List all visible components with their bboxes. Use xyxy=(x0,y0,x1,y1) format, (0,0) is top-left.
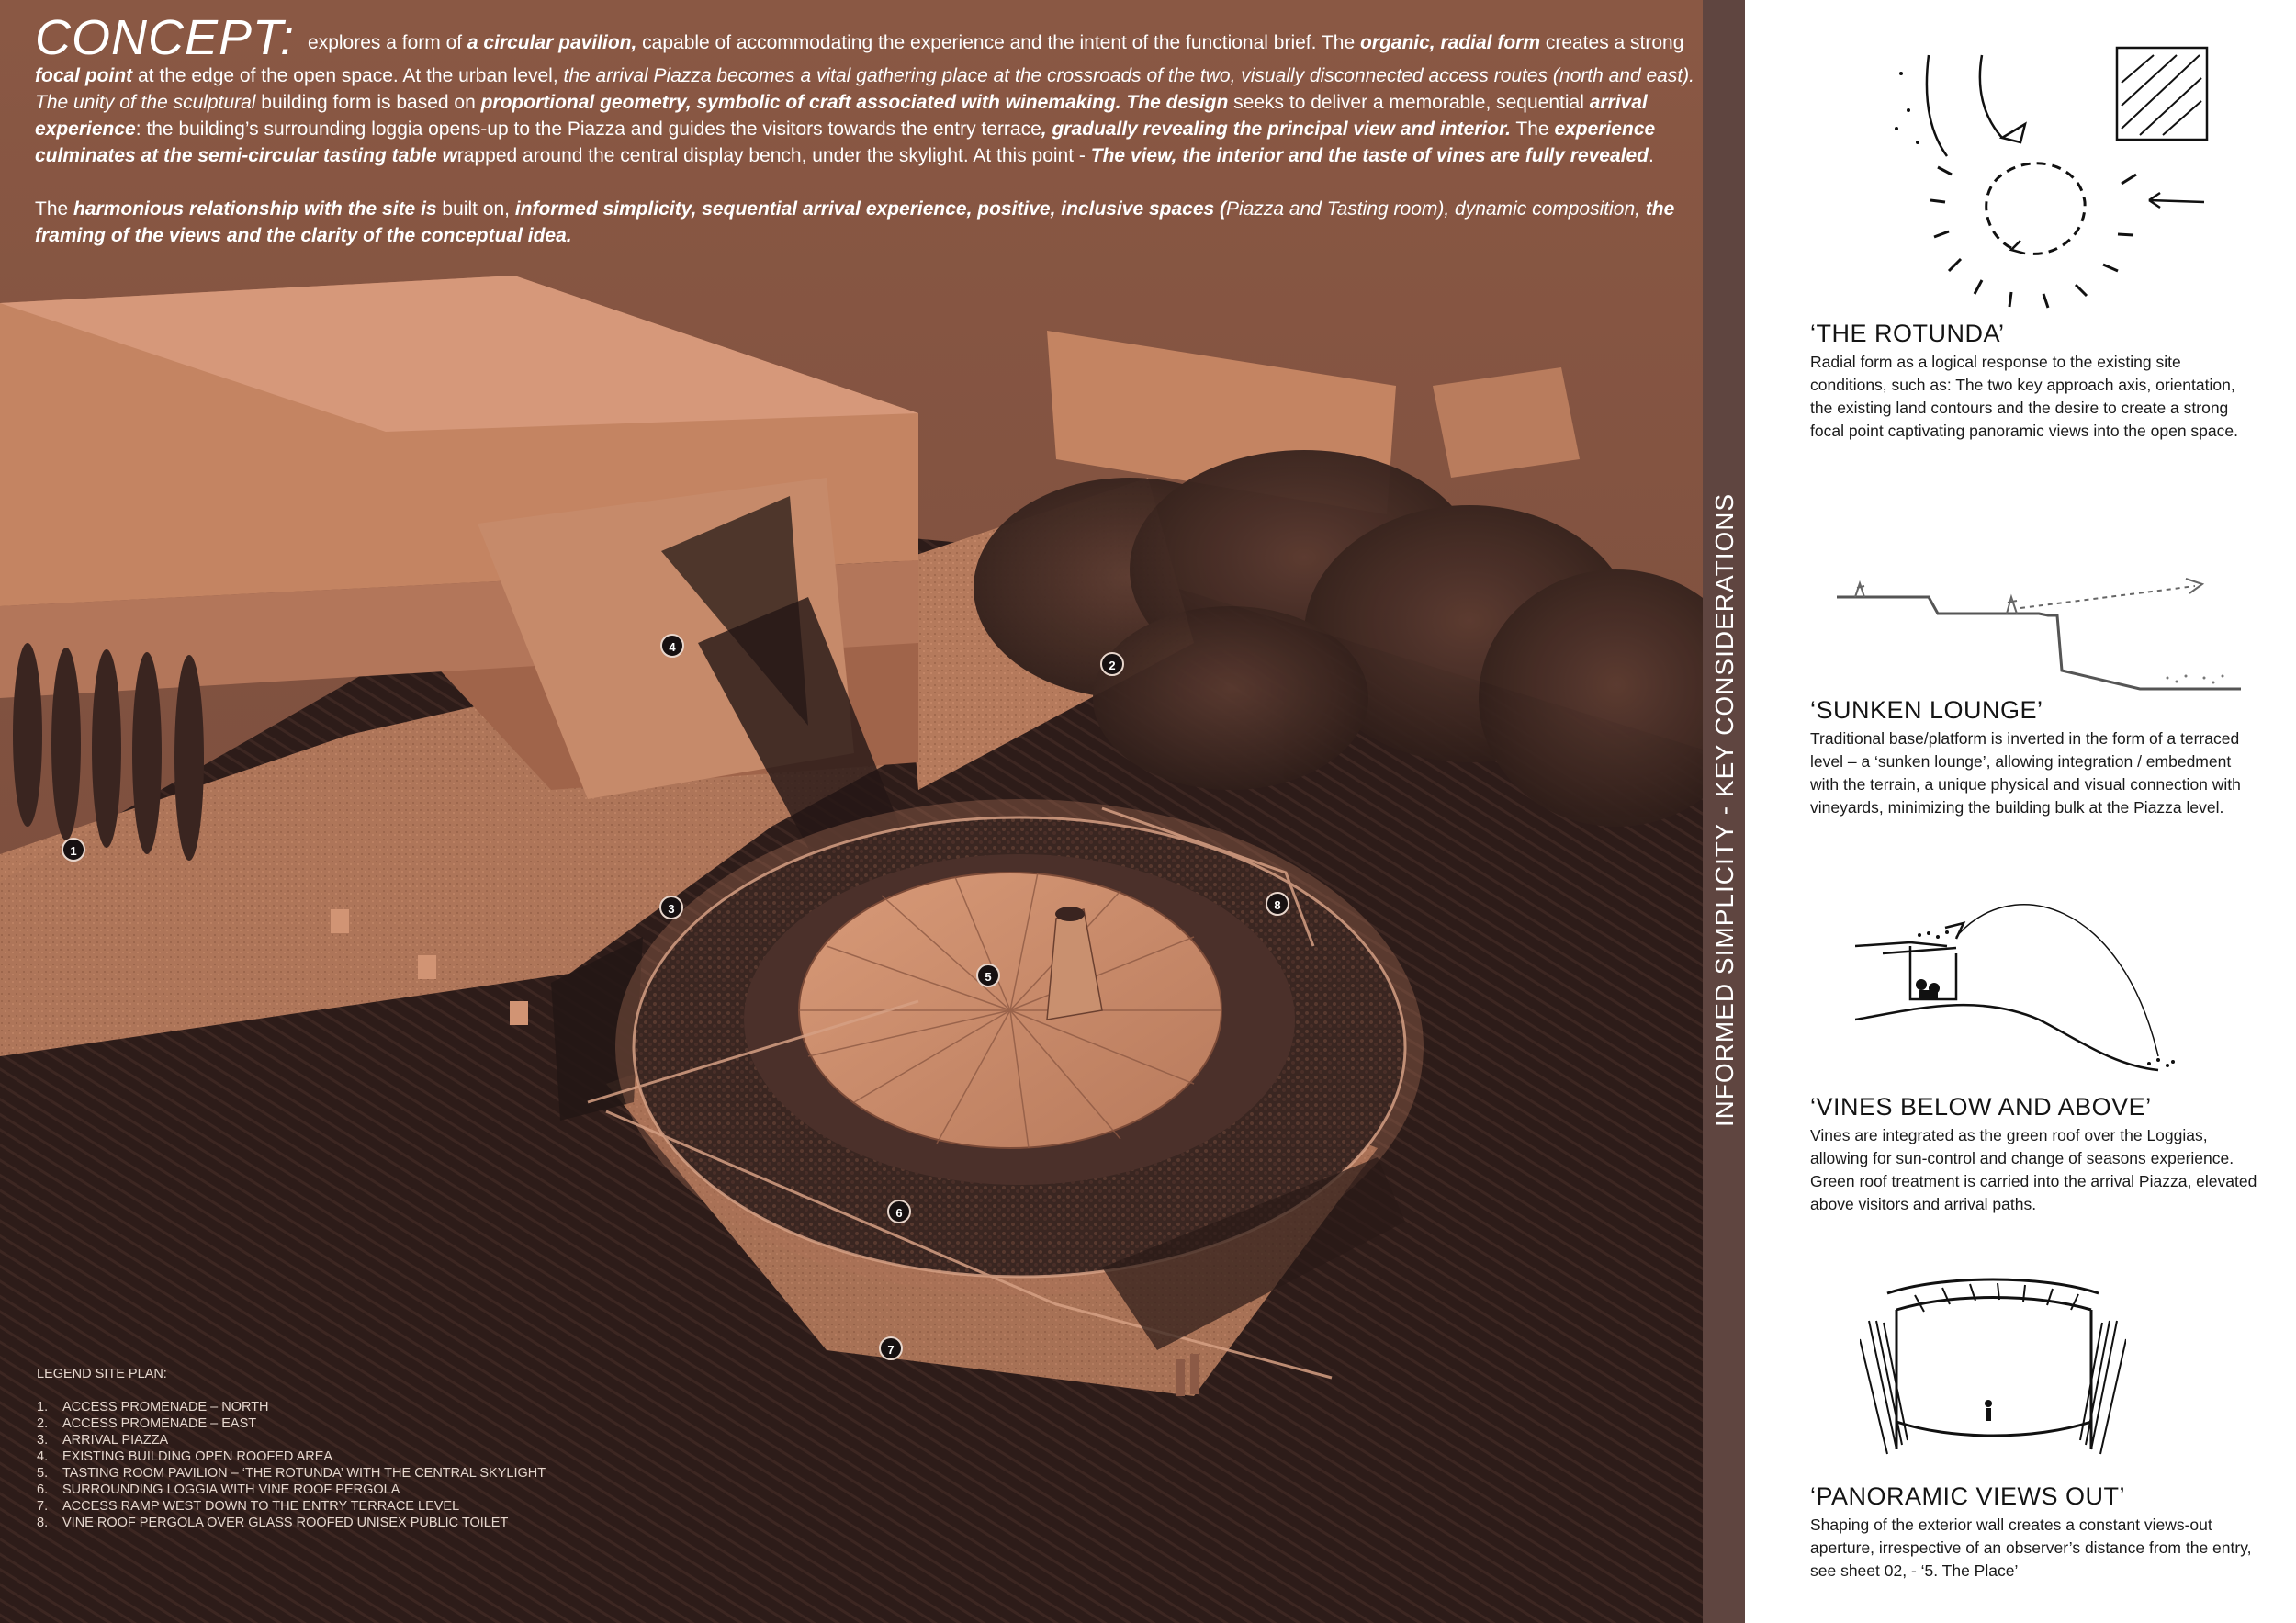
concept-text-run: at the edge of the open space. At the urban level, xyxy=(132,65,564,86)
consideration-title-sunken-lounge: ‘SUNKEN LOUNGE’ xyxy=(1810,696,2043,724)
concept-text-run: focal point xyxy=(35,65,133,86)
panoramic-view-sketch xyxy=(1860,1266,2126,1468)
consideration-text-vines: Vines are integrated as the green roof over the Loggias, allowing for sun-control and change of seasons experience. Green roof treatment is carried into the arrival Piazza, elevated above visitors and arrival paths. xyxy=(1810,1126,2257,1213)
concept-text-run: seeks to deliver a memorable, sequential xyxy=(1228,92,1590,113)
legend-item xyxy=(37,1448,546,1465)
concept-text-run: The view, the interior and the taste of vines are fully revealed xyxy=(1090,145,1649,166)
divider-label: INFORMED SIMPLICITY - KEY CONSIDERATIONS xyxy=(1710,492,1739,1128)
consideration-text-panoramic: Shaping of the exterior wall creates a constant views-out aperture, irrespective of an observer’s distance from the entry, see sheet 02, - ‘5. The Place’ xyxy=(1810,1516,2252,1580)
concept-text-run: building form is based on xyxy=(255,92,481,113)
legend-item-number: 3. xyxy=(37,1433,49,1448)
legend-item-number: 6. xyxy=(37,1482,49,1497)
legend-item xyxy=(37,1465,546,1482)
site-marker-8: 8 xyxy=(1266,892,1289,916)
legend-item-text: ACCESS RAMP WEST DOWN TO THE ENTRY TERRACE LEVEL xyxy=(62,1499,460,1514)
legend-item-number: 4. xyxy=(37,1449,49,1464)
legend-item xyxy=(37,1515,546,1531)
concept-lead: CONCEPT: xyxy=(35,10,296,65)
legend-title: LEGEND SITE PLAN: xyxy=(37,1367,167,1381)
site-marker-4: 4 xyxy=(660,634,684,658)
site-marker-7: 7 xyxy=(879,1336,903,1360)
concept-text-run: the framing of the views and the clarity of the conceptual idea. xyxy=(35,198,1675,246)
legend-item-number: 8. xyxy=(37,1516,49,1530)
consideration-text-rotunda: Radial form as a logical response to the existing site conditions, such as: The two key approach axis, orientation, the existing land contours and the desire to create a strong focal point captivating panoramic views into the open space. xyxy=(1810,353,2238,440)
legend-item-number: 7. xyxy=(37,1499,49,1514)
concept-text-run: capable of accommodating the experience and the intent of the functional brief. The xyxy=(636,32,1360,53)
consideration-title-vines: ‘VINES BELOW AND ABOVE’ xyxy=(1810,1093,2152,1121)
concept-text-run: The xyxy=(1510,118,1555,140)
concept-text-run: organic, radial form xyxy=(1359,32,1540,53)
site-marker-3: 3 xyxy=(659,896,683,919)
concept-text-run: arrival experience xyxy=(35,92,1648,140)
concept-text-run: rapped around the central display bench, under the skylight. At this point - xyxy=(456,145,1091,166)
rotunda-plan-sketch xyxy=(1874,37,2241,312)
legend-item xyxy=(37,1399,546,1415)
legend-item-number: 5. xyxy=(37,1466,49,1481)
legend-item xyxy=(37,1415,546,1432)
concept-statement xyxy=(35,10,1716,276)
concept-text-run: Piazza and Tasting room), dynamic composition, xyxy=(1226,198,1646,220)
legend-item xyxy=(37,1498,546,1515)
concept-paragraph-2 xyxy=(35,196,1716,249)
legend-item xyxy=(37,1432,546,1448)
legend-item-text: ARRIVAL PIAZZA xyxy=(62,1433,169,1448)
concept-text-run: harmonious relationship with the site is xyxy=(73,198,437,220)
legend-item-text: ACCESS PROMENADE – EAST xyxy=(62,1416,257,1431)
concept-text-run: built on, xyxy=(436,198,515,220)
legend-item-text: EXISTING BUILDING OPEN ROOFED AREA xyxy=(62,1449,333,1464)
legend-item-text: SURROUNDING LOGGIA WITH VINE ROOF PERGOLA xyxy=(62,1482,400,1497)
concept-text-run: a circular pavilion, xyxy=(467,32,637,53)
consideration-text-sunken-lounge: Traditional base/platform is inverted in the form of a terraced level – a ‘sunken lounge’, allowing integration / embedment with the terrain, a unique physical and visual connection with vineyards, minimizing the building bulk at the Piazza level. xyxy=(1810,729,2241,817)
legend-item-text: ACCESS PROMENADE – NORTH xyxy=(62,1400,269,1414)
sunken-lounge-section-sketch xyxy=(1837,560,2268,698)
concept-text-run: explores a form of xyxy=(308,32,467,53)
concept-paragraph-1 xyxy=(35,10,1716,169)
legend-item-number: 1. xyxy=(37,1400,49,1414)
consideration-title-rotunda: ‘THE ROTUNDA’ xyxy=(1810,320,2005,347)
legend-list xyxy=(37,1399,546,1531)
legend-item-text: TASTING ROOM PAVILION – ‘THE ROTUNDA’ WITH THE CENTRAL SKYLIGHT xyxy=(62,1466,546,1481)
concept-text-run: informed simplicity, sequential arrival experience, positive, inclusive spaces ( xyxy=(514,198,1227,220)
site-marker-5: 5 xyxy=(976,964,1000,987)
site-plan-legend xyxy=(37,1366,546,1531)
site-marker-2: 2 xyxy=(1100,652,1124,676)
concept-text-run: creates a strong xyxy=(1540,32,1684,53)
concept-text-run: , gradually revealing the principal view and interior. xyxy=(1041,118,1511,140)
consideration-title-panoramic: ‘PANORAMIC VIEWS OUT’ xyxy=(1810,1482,2126,1510)
concept-text-run: . xyxy=(1649,145,1654,166)
concept-text-run: experience culminates at the semi-circular tasting table w xyxy=(35,118,1656,166)
legend-item-text: VINE ROOF PERGOLA OVER GLASS ROOFED UNISEX PUBLIC TOILET xyxy=(62,1516,509,1530)
legend-item xyxy=(37,1482,546,1498)
concept-text-run: proportional geometry, symbolic of craft associated with winemaking. The design xyxy=(480,92,1229,113)
vines-section-sketch xyxy=(1855,882,2195,1075)
concept-p2-body xyxy=(35,198,1674,246)
site-marker-6: 6 xyxy=(887,1200,911,1223)
concept-text-run: the arrival Piazza becomes a vital gathering place at the crossroads of the two, visually disconnected access routes (north and east). The unity of the sculptural xyxy=(35,65,1694,113)
site-marker-1: 1 xyxy=(62,838,85,862)
concept-text-run: : the building’s surrounding loggia opens-up to the Piazza and guides the visitors towards the entry terrace xyxy=(135,118,1041,140)
legend-item-number: 2. xyxy=(37,1416,49,1431)
concept-text-run: The xyxy=(35,198,74,220)
